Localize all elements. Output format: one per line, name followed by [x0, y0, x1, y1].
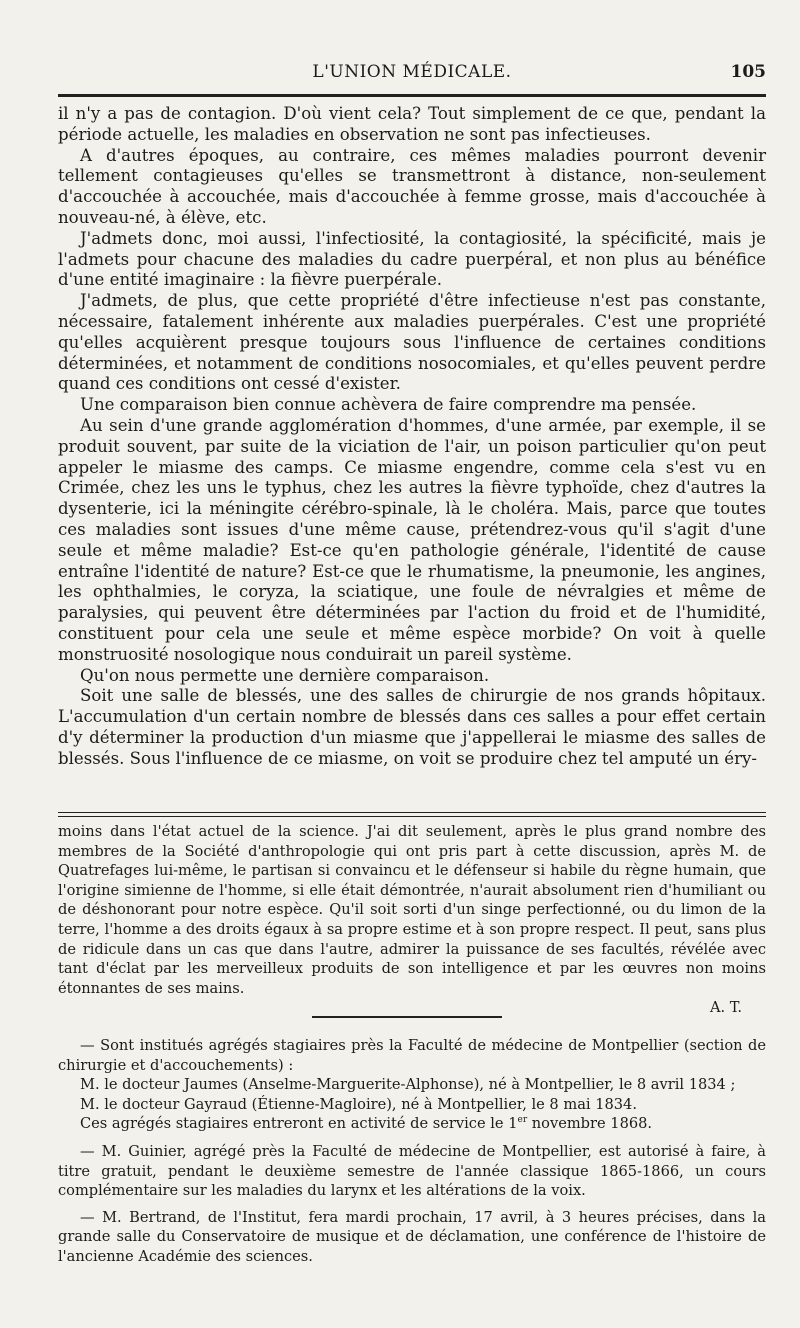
footnote-text: moins dans l'état actuel de la science. J'ai dit seulement, après le plus grand nombre des membres de la Société d'anthropologie qui ont pris part à cette discussion, après M. de Quatrefages lui-même, le partisan si convaincu et le défenseur si habile du règne humain, que l'origine simienne de l'homme, si elle était démontrée, n'aurait absolument rien d'humiliant ou de déshonorant pour notre espèce. Qu'il soit sorti d'un singe perfectionné, ou du limon de la terre, l'homme a des droits égaux à sa propre estime et à son propre respect. Il peut, sans plus de ridicule dans un cas que dans l'autre, admirer la puissance de ses facultés, révélée avec tant d'éclat par les merveilleux produits de son intelligence et par les œuvres non moins étonnantes de ses mains.: [58, 823, 766, 997]
footnote-signature: A. T.: [709, 999, 742, 1017]
main-article: [58, 104, 766, 770]
superscript: er: [517, 1115, 528, 1126]
paragraph: Soit une salle de blessés, une des salles de chirurgie de nos grands hôpitaux. L'accumulation d'un certain nombre de blessés dans ces salles a pour effet certain d'y déterminer la production d'un miasme que j'appellerai le miasme des salles de blessés. Sous l'influence de ce miasme, on voit se produire chez tel amputé un éry-: [58, 686, 766, 768]
news-item-line-text: novembre 1868.: [527, 1115, 653, 1133]
news-item-guinier: — M. Guinier, agrégé près la Faculté de médecine de Montpellier, est autorisé à faire, à titre gratuit, pendant le deuxième semestre de l'année classique 1865-1866, un cours complémentaire sur les maladies du larynx et les altérations de la voix.: [58, 1142, 766, 1200]
page-header: [58, 58, 766, 90]
news-item-line: [58, 1114, 766, 1134]
news-item-line: M. le docteur Gayraud (Étienne-Magloire), né à Montpellier, le 8 mai 1834.: [80, 1095, 637, 1113]
page-number: 105: [730, 62, 766, 82]
news-item-intro: — Sont institués agrégés stagiaires près la Faculté de médecine de Montpellier (section de chirurgie et d'accouchements) :: [58, 1037, 766, 1074]
news-item-montpellier-agreges: [58, 1036, 766, 1134]
paragraph: J'admets, de plus, que cette propriété d'être infectieuse n'est pas constante, nécessaire, fatalement inhérente aux maladies puerpérales. C'est une propriété qu'elles acquièrent presque toujours sous l'influence de certaines conditions déterminées, et notamment de conditions nosocomiales, et qu'elles peuvent perdre quand ces conditions ont cessé d'exister.: [58, 291, 766, 394]
footnote: [58, 822, 766, 1018]
header-rule: [58, 94, 766, 97]
running-title: L'UNION MÉDICALE.: [312, 62, 512, 82]
news-item-bertrand: — M. Bertrand, de l'Institut, fera mardi prochain, 17 avril, à 3 heures précises, dans la grande salle du Conservatoire de musique et de déclamation, une conférence de l'histoire de l'ancienne Académie des sciences.: [58, 1208, 766, 1265]
paragraph: A d'autres époques, au contraire, ces mêmes maladies pourront devenir tellement contagieuses qu'elles se transmettront à distance, non-seulement d'accouchée à accouchée, mais d'accouchée à femme grosse, mais d'accouchée à nouveau-né, à élève, etc.: [58, 145, 766, 227]
paragraph: il n'y a pas de contagion. D'où vient cela? Tout simplement de ce que, pendant la période actuelle, les maladies en observation ne sont pas infectieuses.: [58, 104, 766, 144]
paragraph: Qu'on nous permette une dernière comparaison.: [80, 665, 490, 685]
section-divider: [312, 1016, 502, 1018]
news-item-line: M. le docteur Jaumes (Anselme-Marguerite-Alphonse), né à Montpellier, le 8 avril 1834 ;: [80, 1076, 736, 1094]
paragraph: Une comparaison bien connue achèvera de faire comprendre ma pensée.: [80, 395, 697, 415]
news-items: [58, 1036, 766, 1274]
footnote-rule: [58, 812, 766, 817]
paragraph: Au sein d'une grande agglomération d'hommes, d'une armée, par exemple, il se produit souvent, par suite de la viciation de l'air, un poison particulier qu'on peut appeler le miasme des camps. Ce miasme engendre, comme cela s'est vu en Crimée, chez les uns le typhus, chez les autres la fièvre typhoïde, chez d'autres la dysenterie, ici la méningite cérébro-spinale, là le choléra. Mais, parce que toutes ces maladies sont issues d'une même cause, prétendrez-vous qu'il s'agit d'une seule et même maladie? Est-ce qu'en pathologie générale, l'identité de cause entraîne l'identité de nature? Est-ce que le rhumatisme, la pneumonie, les angines, les ophthalmies, le coryza, la sciatique, une foule de névralgies et même de paralysies, qui peuvent être déterminées par l'action du froid et de l'humidité, constituent pour cela une seule et même espèce morbide? On voit à quelle monstruosité nosologique nous conduirait un pareil système.: [58, 415, 766, 664]
news-item-line-text: Ces agrégés stagiaires entreront en activité de service le 1: [80, 1115, 518, 1133]
paragraph: J'admets donc, moi aussi, l'infectiosité, la contagiosité, la spécificité, mais je l'admets pour chacune des maladies du cadre puerpéral, et non plus au bénéfice d'une entité imaginaire : la fièvre puerpérale.: [58, 228, 766, 290]
